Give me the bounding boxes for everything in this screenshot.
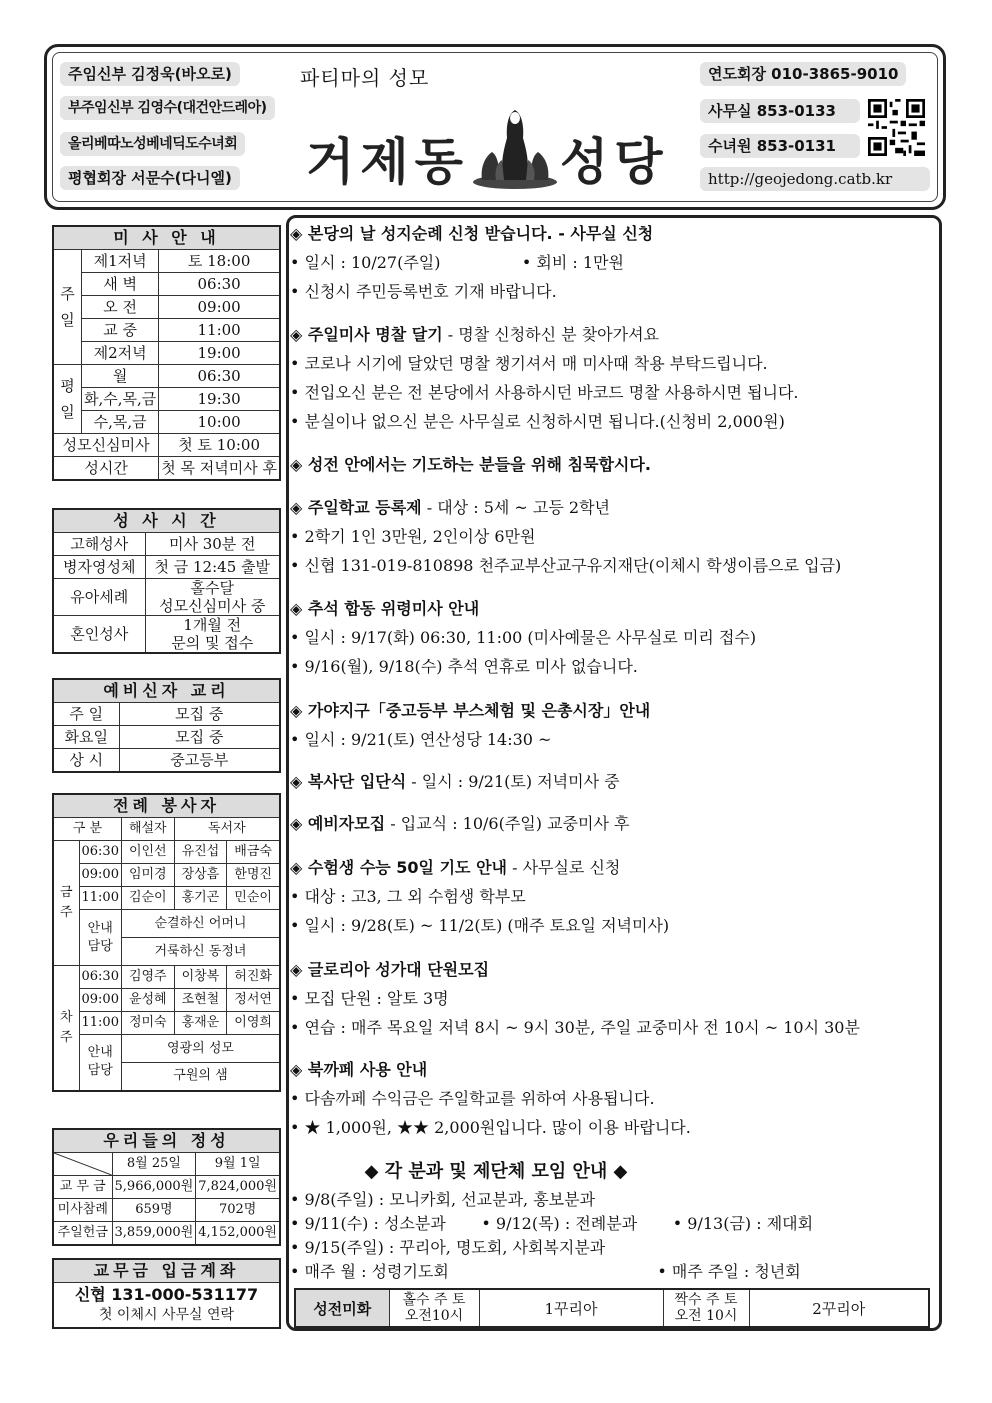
catechumen-status: 모집 중	[119, 726, 280, 749]
commentator: 김순이	[121, 887, 174, 910]
offering-value: 7,824,000원	[196, 1176, 280, 1199]
notice-heading-detail: - 일시 : 9/21(토) 저녁미사 중	[406, 772, 620, 791]
mass-name: 새 벽	[81, 273, 158, 296]
website-link[interactable]: http://geojedong.catb.kr	[700, 167, 930, 191]
notice-section	[290, 450, 651, 479]
liturgy-title: 전례 봉사자	[53, 794, 280, 818]
notice-line: • 일시 : 10/27(주일) • 회비 : 1만원	[290, 253, 624, 272]
notice-line: • 분실이나 없으신 분은 사무실로 신청하시면 됩니다.(신청비 2,000원)	[290, 412, 785, 431]
notice-heading	[290, 955, 860, 984]
notice-line: • 다솜까페 수익금은 주일학교를 위하여 사용됩니다.	[290, 1089, 655, 1108]
marian-mass-time: 첫 토 10:00	[159, 434, 280, 457]
notice-heading	[290, 594, 756, 623]
offering-label: 주일헌금	[53, 1222, 112, 1246]
offering-value: 4,152,000원	[196, 1222, 280, 1246]
mass-name: 제2저녁	[81, 342, 158, 365]
odd-team: 1꾸리아	[479, 1289, 663, 1327]
meeting-line: • 9/8(주일) : 모니카회, 선교분과, 홍보분과	[290, 1190, 596, 1209]
mary-statue-icon	[470, 104, 560, 190]
council-president: 평협회장 서문수(다니엘)	[60, 166, 240, 190]
offering-value: 5,966,000원	[112, 1176, 196, 1199]
notice-heading-text: ◈ 복사단 입단식	[290, 772, 407, 791]
offering-table	[52, 1128, 281, 1246]
notice-section	[290, 809, 629, 838]
flower-label: 성전미화	[295, 1289, 389, 1327]
notice-line: • 일시 : 9/17(화) 06:30, 11:00 (미사예물은 사무실로 미리 접수)	[290, 628, 757, 647]
even-team: 2꾸리아	[749, 1289, 929, 1327]
liturgy-head: 구 분	[53, 818, 121, 841]
liturgy-time: 11:00	[79, 1012, 121, 1035]
reader: 정서연	[227, 989, 280, 1012]
offering-label: 교 무 금	[53, 1176, 112, 1199]
reader: 이영희	[227, 1012, 280, 1035]
notice-section	[290, 767, 620, 796]
liturgy-time: 09:00	[79, 864, 121, 887]
notice-heading	[290, 809, 629, 838]
notice-heading-text: ◈ 본당의 날 성지순례 신청 받습니다. - 사무실 신청	[290, 224, 654, 243]
meetings-title: ◆ 각 분과 및 제단체 모임 안내 ◆	[364, 1161, 628, 1182]
office-phone: 사무실 853-0133	[700, 99, 860, 123]
liturgy-time: 06:30	[79, 841, 121, 864]
mass-time: 06:30	[159, 365, 280, 388]
notice-section	[290, 320, 799, 436]
catechumen-day: 주 일	[53, 703, 119, 726]
offering-value: 3,859,000원	[112, 1222, 196, 1246]
notice-heading-text: ◈ 주일미사 명찰 달기	[290, 325, 443, 344]
mass-schedule-table	[52, 225, 281, 481]
notice-section	[290, 219, 653, 306]
mass-time: 06:30	[159, 273, 280, 296]
offering-date: 9월 1일	[196, 1153, 280, 1176]
pastor: 주임신부 김정욱(바오로)	[60, 62, 240, 86]
mass-title: 미 사 안 내	[53, 226, 280, 250]
notice-section	[290, 853, 669, 940]
sisters: 올리베따노성베네딕도수녀회	[60, 132, 245, 156]
commentator: 임미경	[121, 864, 174, 887]
catechumen-day: 화요일	[53, 726, 119, 749]
offering-date: 8월 25일	[112, 1153, 196, 1176]
notice-line: • 신협 131-019-810898 천주교부산교구유지재단(이체시 학생이름으로 입금)	[290, 556, 842, 575]
parish-title-1: 거제동	[306, 132, 469, 191]
sacrament-name: 고해성사	[53, 533, 145, 556]
offering-value: 659명	[112, 1199, 196, 1222]
holy-hour-time: 첫 목 저녁미사 후	[159, 457, 280, 481]
mass-name: 제1저녁	[81, 250, 158, 273]
account-number: 신협 131-000-531177	[74, 1285, 259, 1304]
commentator: 이인선	[121, 841, 174, 864]
liturgy-time: 11:00	[79, 887, 121, 910]
notice-heading-detail: - 입교식 : 10/6(주일) 교중미사 후	[385, 814, 630, 833]
meeting-line: • 매주 월 : 성령기도회 • 매주 주일 : 청년회	[290, 1262, 801, 1281]
reader: 유진섭	[174, 841, 227, 864]
notice-line: • 코로나 시기에 달았던 명찰 챙기셔서 매 미사때 착용 부탁드립니다.	[290, 354, 768, 373]
assistant-pastor: 부주임신부 김영수(대건안드레아)	[60, 96, 275, 120]
notice-heading-text: ◈ 추석 합동 위령미사 안내	[290, 599, 480, 618]
flower-table	[294, 1288, 930, 1328]
mass-time: 19:00	[159, 342, 280, 365]
commentator: 정미숙	[121, 1012, 174, 1035]
notice-line: • 일시 : 9/28(토) ~ 11/2(토) (매주 토요일 저녁미사)	[290, 916, 670, 935]
next-week-label: 차주	[53, 966, 79, 1091]
notice-heading-text: ◈ 수험생 수능 50일 기도 안내	[290, 858, 507, 877]
sacrament-time-2: 성모신심미사 중	[159, 597, 266, 615]
reader: 조현철	[174, 989, 227, 1012]
sacrament-title: 성 사 시 간	[53, 509, 280, 533]
catechumen-status: 중고등부	[119, 749, 280, 773]
notice-heading	[290, 767, 620, 796]
guide-group: 구원의 샘	[121, 1063, 280, 1091]
reader: 배금숙	[227, 841, 280, 864]
commentator: 김영주	[121, 966, 174, 989]
notice-line: • ★ 1,000원, ★★ 2,000원입니다. 많이 이용 바랍니다.	[290, 1118, 691, 1137]
notice-heading-detail: - 명찰 신청하신 분 찾아가셔요	[442, 325, 659, 344]
account-title: 교무금 입금계좌	[53, 1259, 280, 1283]
guide-label: 안내 담당	[79, 1035, 121, 1091]
notice-section	[290, 1055, 691, 1142]
notice-heading	[290, 320, 799, 349]
offering-value: 702명	[196, 1199, 280, 1222]
notice-line: • 9/16(월), 9/18(수) 추석 연휴로 미사 없습니다.	[290, 657, 638, 676]
notice-heading-text: ◈ 가야지구「중고등부 부스체험 및 은총시장」안내	[290, 701, 651, 720]
notice-heading	[290, 450, 651, 479]
notice-line: • 신청시 주민등록번호 기재 바랍니다.	[290, 282, 557, 301]
sacrament-name: 혼인성사	[53, 616, 145, 654]
mass-day: 수,목,금	[81, 411, 158, 434]
notice-heading-text: ◈ 글로리아 성가대 단원모집	[290, 960, 490, 979]
notice-heading	[290, 696, 650, 725]
reader: 허진화	[227, 966, 280, 989]
notice-heading	[290, 1055, 691, 1084]
sacrament-time: 1개월 전	[183, 616, 242, 634]
notice-heading-text: ◈ 성전 안에서는 기도하는 분들을 위해 침묵합시다.	[290, 455, 651, 474]
liturgy-time: 09:00	[79, 989, 121, 1012]
marian-mass-label: 성모신심미사	[53, 434, 159, 457]
mass-day: 월	[81, 365, 158, 388]
catechumen-title: 예비신자 교리	[53, 679, 280, 703]
reader: 한명진	[227, 864, 280, 887]
catechumen-day: 상 시	[53, 749, 119, 773]
mass-name: 교 중	[81, 319, 158, 342]
sacrament-table	[52, 508, 281, 654]
notice-line: • 모집 단원 : 알토 3명	[290, 989, 449, 1008]
holy-hour-label: 성시간	[53, 457, 159, 481]
notice-line: • 일시 : 9/21(토) 연산성당 14:30 ~	[290, 730, 552, 749]
weekday-label: 평일	[53, 365, 81, 434]
odd-time: 오전10시	[404, 1308, 464, 1324]
notice-section	[290, 955, 860, 1042]
notice-section	[290, 696, 650, 754]
notice-heading-text: ◈ 주일학교 등록제	[290, 498, 422, 517]
mass-time: 토 18:00	[159, 250, 280, 273]
guide-group: 영광의 성모	[121, 1035, 280, 1063]
funeral-contact: 연도회장 010-3865-9010	[700, 62, 906, 86]
notice-section	[290, 594, 756, 681]
account-table	[52, 1258, 281, 1329]
guide-group: 거룩하신 동정녀	[121, 938, 280, 966]
reader: 민순이	[227, 887, 280, 910]
offering-label: 미사참례	[53, 1199, 112, 1222]
convent-phone: 수녀원 853-0131	[700, 134, 860, 158]
parish-subtitle: 파티마의 성모	[300, 66, 430, 90]
meeting-line: • 9/11(수) : 성소분과 • 9/12(목) : 전례분과 • 9/13(금) : 제대회	[290, 1214, 814, 1233]
notice-line: • 전입오신 분은 전 본당에서 사용하시던 바코드 명찰 사용하시면 됩니다.	[290, 383, 799, 402]
meeting-line: • 9/15(주일) : 꾸리아, 명도회, 사회복지분과	[290, 1238, 606, 1257]
catechumen-status: 모집 중	[119, 703, 280, 726]
reader: 홍기곤	[174, 887, 227, 910]
sacrament-name: 유아세례	[53, 579, 145, 616]
notice-line: • 연습 : 매주 목요일 저녁 8시 ~ 9시 30분, 주일 교중미사 전 10시 ~ 10시 30분	[290, 1018, 860, 1037]
mass-time: 10:00	[159, 411, 280, 434]
even-week: 짝수 주 토	[674, 1292, 738, 1308]
meetings-list	[290, 1188, 813, 1284]
notice-heading-text: ◈ 예비자모집	[290, 814, 386, 833]
liturgy-table	[52, 793, 281, 1092]
notice-heading	[290, 493, 841, 522]
mass-name: 오 전	[81, 296, 158, 319]
reader: 홍재운	[174, 1012, 227, 1035]
liturgy-head: 해설자	[121, 818, 174, 841]
guide-group: 순결하신 어머니	[121, 910, 280, 938]
notice-line: • 2학기 1인 3만원, 2인이상 6만원	[290, 527, 536, 546]
account-note: 첫 이체시 사무실 연락	[98, 1307, 235, 1323]
sacrament-time: 미사 30분 전	[145, 533, 280, 556]
odd-week: 홀수 주 토	[402, 1292, 466, 1308]
notice-line: • 대상 : 고3, 그 외 수험생 학부모	[290, 887, 526, 906]
this-week-label: 금주	[53, 841, 79, 966]
mass-time: 19:30	[159, 388, 280, 411]
sacrament-time: 홀수달	[190, 579, 234, 597]
parish-title-2: 성당	[560, 132, 669, 191]
mass-time: 09:00	[159, 296, 280, 319]
notice-heading	[290, 853, 669, 882]
offering-title: 우리들의 정성	[53, 1129, 280, 1153]
reader: 장상흠	[174, 864, 227, 887]
liturgy-time: 06:30	[79, 966, 121, 989]
notice-heading-text: ◈ 북까페 사용 안내	[290, 1060, 428, 1079]
catechumen-table	[52, 678, 281, 773]
reader: 이창복	[174, 966, 227, 989]
qr-code-icon[interactable]	[868, 99, 925, 156]
mass-time: 11:00	[159, 319, 280, 342]
sacrament-name: 병자영성체	[53, 556, 145, 579]
notice-heading	[290, 219, 653, 248]
mass-day: 화,수,목,금	[81, 388, 158, 411]
notice-heading-detail: - 대상 : 5세 ~ 고등 2학년	[421, 498, 610, 517]
notice-section	[290, 493, 841, 580]
guide-label: 안내 담당	[79, 910, 121, 966]
notice-heading-detail: - 사무실로 신청	[506, 858, 621, 877]
sacrament-time-2: 문의 및 접수	[171, 634, 254, 652]
sacrament-time: 첫 금 12:45 출발	[145, 556, 280, 579]
even-time: 오전 10시	[674, 1308, 738, 1324]
sunday-label: 주일	[53, 250, 81, 365]
commentator: 윤성혜	[121, 989, 174, 1012]
liturgy-head: 독서자	[174, 818, 280, 841]
